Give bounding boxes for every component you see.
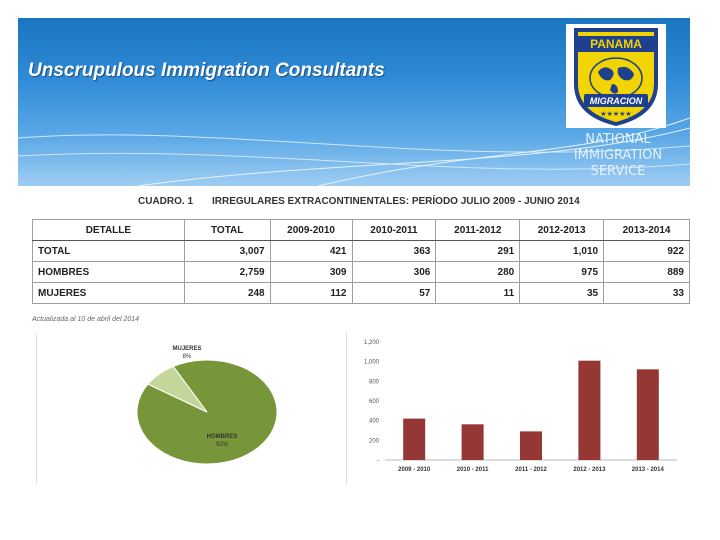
column-header: 2010-2011 [352, 220, 436, 241]
table-cell: TOTAL [33, 241, 185, 262]
table-heading: IRREGULARES EXTRACONTINENTALES: PERÍODO JULIO 2009 - JUNIO 2014 [212, 196, 580, 207]
data-table [32, 219, 690, 304]
table-row [33, 262, 690, 283]
bar-2009-2010 [403, 419, 425, 460]
y-tick-label: 600 [368, 399, 379, 405]
y-tick-label: 400 [368, 418, 379, 425]
bar-2013-2014 [637, 369, 659, 460]
x-tick-label: 2011 - 2012 [515, 467, 547, 473]
table-cell: 248 [184, 283, 270, 304]
pie-chart [37, 334, 327, 484]
bar-2011-2012 [520, 431, 542, 460]
slide-title: Unscrupulous Immigration Consultants [28, 60, 385, 81]
y-tick-label: 200 [368, 438, 379, 445]
table-cell: 11 [436, 283, 520, 304]
table-cell: 112 [270, 283, 352, 304]
column-header: TOTAL [184, 220, 270, 241]
logo-top-word: PANAMA [590, 37, 642, 51]
table-cell: 33 [604, 283, 690, 304]
pie-percent-label: 8% [182, 354, 192, 360]
y-tick-label: 1,200 [363, 340, 379, 346]
table-cell: 57 [352, 283, 436, 304]
column-header: 2009-2010 [270, 220, 352, 241]
table-cell: 306 [352, 262, 436, 283]
column-header: DETALLE [33, 220, 185, 241]
logo-stars: ★★★★★ [600, 110, 632, 118]
table-row [33, 283, 690, 304]
migracion-logo [566, 24, 666, 128]
table-cell: HOMBRES [33, 262, 185, 283]
logo-caption: NATIONAL IMMIGRATION SERVICE [573, 132, 663, 179]
bar-2012-2013 [578, 361, 600, 460]
y-tick-label: 800 [368, 379, 379, 386]
logo-badge-word: MIGRACION [589, 96, 643, 106]
x-tick-label: 2013 - 2014 [631, 467, 664, 473]
table-cell: 2,759 [184, 262, 270, 283]
table-cell: 975 [520, 262, 604, 283]
column-header: 2012-2013 [520, 220, 604, 241]
table-cell: 291 [436, 241, 520, 262]
table-cell: 35 [520, 283, 604, 304]
bar-chart-panel [346, 334, 687, 484]
x-tick-label: 2009 - 2010 [398, 467, 431, 473]
table-cell: 3,007 [184, 241, 270, 262]
table-cell: 889 [604, 262, 690, 283]
column-header: 2011-2012 [436, 220, 520, 241]
y-tick-label: 1,000 [363, 359, 379, 366]
pie-label: MUJERES [172, 346, 202, 352]
x-tick-label: 2010 - 2011 [456, 467, 489, 473]
y-tick-label: - [377, 458, 379, 464]
column-header: 2013-2014 [604, 220, 690, 241]
table-cell: 309 [270, 262, 352, 283]
table-cell: 922 [604, 241, 690, 262]
table-row [33, 241, 690, 262]
table-cell: 280 [436, 262, 520, 283]
table-cell: 421 [270, 241, 352, 262]
table-cell: 1,010 [520, 241, 604, 262]
table-footnote: Actualizada al 10 de abril del 2014 [32, 316, 140, 323]
table-header-row [33, 220, 690, 241]
pie-percent-label: 92% [215, 442, 229, 448]
table-label: CUADRO. 1 [138, 196, 194, 207]
bar-chart [347, 334, 687, 484]
pie-chart-panel [36, 334, 327, 484]
pie-label: HOMBRES [206, 434, 238, 440]
table-cell: MUJERES [33, 283, 185, 304]
x-tick-label: 2012 - 2013 [573, 467, 606, 473]
bar-2010-2011 [462, 424, 484, 460]
table-cell: 363 [352, 241, 436, 262]
